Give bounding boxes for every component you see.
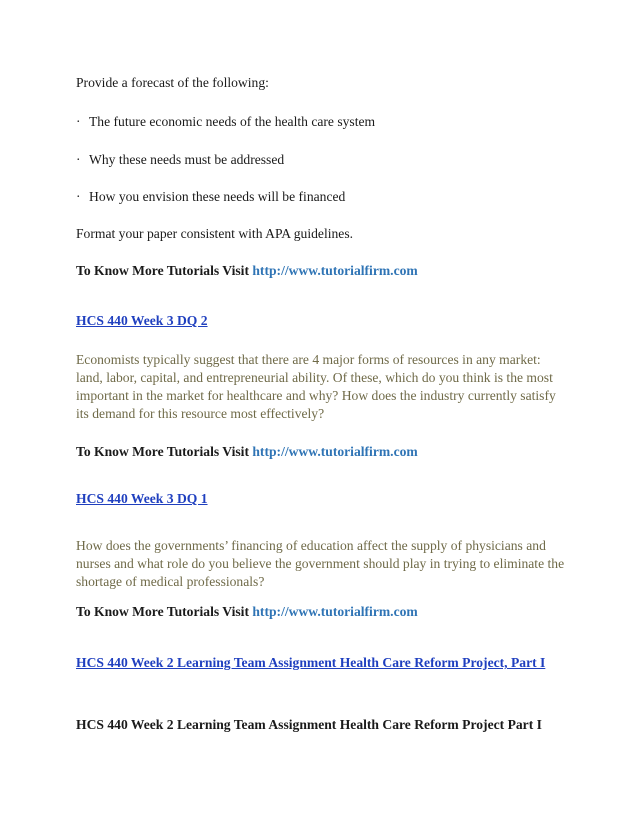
section-title-link[interactable] xyxy=(76,653,566,673)
section-title[interactable]: HCS 440 Week 2 Learning Team Assignment Health Care Reform Project, Part I xyxy=(76,655,546,670)
section-body: How does the governments’ financing of education affect the supply of physicians and nurses and what role do you believe the government should play in trying to eliminate the shortage of medical professionals? xyxy=(76,538,565,589)
bullet-text: Why these needs must be addressed xyxy=(89,152,285,167)
format-note: Format your paper consistent with APA guidelines. xyxy=(76,226,354,241)
section-body: Economists typically suggest that there are 4 major forms of resources in any market: land, labor, capital, and entrepreneurial ability. Of these, which do you think is the most important in the market for healthcare and why? How does the industry currently satisfy its demand for this resource most effectively? xyxy=(76,352,556,421)
cta-link[interactable]: http://www.tutorialfirm.com xyxy=(252,263,418,278)
intro-text: Provide a forecast of the following: xyxy=(76,75,269,90)
section-title[interactable]: HCS 440 Week 3 DQ 1 xyxy=(76,491,208,506)
bullet-text: How you envision these needs will be financed xyxy=(89,189,346,204)
cta-lead: To Know More Tutorials Visit xyxy=(76,263,253,278)
cta-line xyxy=(76,443,566,461)
section-title[interactable]: HCS 440 Week 3 DQ 2 xyxy=(76,313,208,328)
bullet-item xyxy=(76,113,566,131)
section-title-link[interactable] xyxy=(76,312,566,330)
cta-lead: To Know More Tutorials Visit xyxy=(76,604,253,619)
bullet-text: The future economic needs of the health care system xyxy=(89,114,376,129)
bullet-icon: · xyxy=(76,114,81,129)
bullet-icon: · xyxy=(76,152,81,167)
cta-line xyxy=(76,603,566,621)
bullet-item xyxy=(76,151,566,169)
cta-link[interactable]: http://www.tutorialfirm.com xyxy=(252,604,418,619)
bullet-icon: · xyxy=(76,189,81,204)
section-title-link[interactable] xyxy=(76,490,566,508)
cta-line xyxy=(76,262,566,280)
cta-lead: To Know More Tutorials Visit xyxy=(76,444,253,459)
section-subtitle: HCS 440 Week 2 Learning Team Assignment Health Care Reform Project Part I xyxy=(76,717,542,732)
bullet-item xyxy=(76,188,566,206)
cta-link[interactable]: http://www.tutorialfirm.com xyxy=(252,444,418,459)
